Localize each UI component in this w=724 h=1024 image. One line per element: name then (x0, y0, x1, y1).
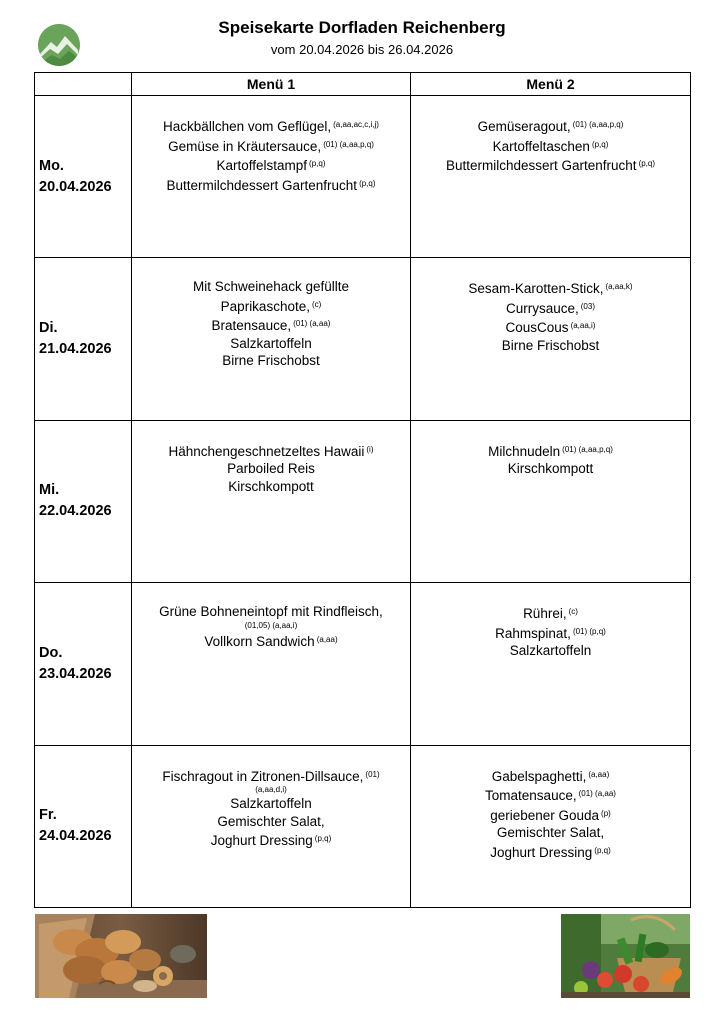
dish-line (411, 623, 690, 643)
dish-name: Parboiled Reis (227, 461, 315, 477)
date-label: 22.04.2026 (39, 503, 112, 520)
menu-table (34, 72, 691, 908)
dish-line (132, 136, 410, 156)
allergen-codes: (i) (366, 444, 374, 454)
allergen-codes: (p,q) (359, 178, 376, 188)
dish-line (411, 805, 690, 825)
dish-name: Gemüse in Kräutersauce, (168, 138, 322, 154)
menu-1-cell (132, 258, 411, 420)
dish-name: Gemüseragout, (477, 119, 571, 134)
dish-name: Kirschkompott (228, 478, 314, 494)
allergen-codes: (p,q) (314, 834, 332, 844)
dish-name: Kirschkompott (507, 461, 594, 477)
dish-name: Paprikaschote, (220, 298, 310, 314)
dish-line (132, 795, 410, 813)
day-cell (35, 745, 132, 907)
weekday-label: Fr. (39, 807, 57, 824)
date-label: 24.04.2026 (39, 828, 112, 845)
dish-line (132, 335, 410, 353)
menu-day-row (35, 96, 691, 258)
column-header-day (35, 73, 132, 96)
allergen-codes: (a,aa,d,i) (255, 785, 287, 795)
allergen-codes: (03) (580, 301, 595, 311)
dish-name: Salzkartoffeln (230, 796, 312, 812)
dish-name: Milchnudeln (488, 443, 561, 459)
dish-name: Joghurt Dressing (490, 844, 593, 860)
allergen-codes: (p,q) (591, 139, 609, 149)
date-label: 23.04.2026 (39, 665, 112, 682)
allergen-codes: (a,aa,ac,c,i,j) (333, 120, 379, 129)
dish-line (411, 317, 690, 337)
allergen-codes: (c) (568, 607, 578, 617)
dish-name: Tomatensauce, (485, 788, 577, 804)
dish-line (411, 603, 690, 623)
dish-line (132, 116, 410, 136)
allergen-codes: (a,aa,i) (570, 321, 596, 331)
dish-name: Gabelspaghetti, (491, 768, 587, 784)
menu-2-cell (411, 745, 691, 907)
dish-line (411, 298, 690, 318)
menu-1-cell (132, 745, 411, 907)
allergen-codes: (01) (365, 769, 380, 779)
dish-name: Kartoffelstampf (216, 158, 308, 173)
allergen-codes: (a,aa) (316, 634, 338, 644)
dish-name: Grüne Bohneneintopf mit Rindfleisch, (159, 604, 383, 620)
dish-name: Fischragout in Zitronen-Dillsauce, (162, 768, 364, 784)
dish-line (132, 175, 410, 195)
dish-name: Sesam-Karotten-Stick, (468, 281, 604, 297)
weekday-label: Di. (39, 320, 58, 337)
allergen-codes: (01) (a,aa) (578, 789, 616, 799)
dish-line (411, 136, 690, 156)
allergen-codes: (p,q) (309, 159, 326, 168)
dish-line (132, 155, 410, 175)
allergen-codes: (p) (601, 808, 611, 818)
dish-name: Birne Frischobst (501, 337, 600, 353)
dish-line (132, 460, 410, 478)
menu-day-row (35, 745, 691, 907)
page-title: Speisekarte Dorfladen Reichenberg (218, 18, 506, 37)
bread-basket-photo (35, 914, 207, 998)
dish-line (132, 813, 410, 831)
allergen-codes: (p,q) (594, 845, 611, 855)
dish-name: Gemischter Salat, (217, 813, 325, 829)
dish-name: Buttermilchdessert Gartenfrucht (166, 177, 358, 193)
menu-2-cell (411, 420, 691, 582)
dish-line (132, 352, 410, 370)
date-label: 20.04.2026 (39, 178, 112, 195)
day-cell (35, 583, 132, 745)
dish-line (411, 116, 690, 136)
dish-name: Joghurt Dressing (210, 833, 313, 849)
dish-name: Hackbällchen vom Geflügel, (163, 119, 332, 134)
dish-line (132, 441, 410, 461)
dish-line (132, 278, 410, 296)
allergen-codes: (a,aa,k) (605, 282, 633, 292)
allergen-codes: (a,aa) (588, 769, 610, 779)
dish-line (411, 824, 690, 842)
weekday-label: Mi. (39, 482, 60, 499)
date-range: vom 20.04.2026 bis 26.04.2026 (270, 42, 454, 57)
menu-2-cell (411, 583, 691, 745)
dish-name: Bratensauce, (211, 318, 292, 334)
dish-name: Currysauce, (505, 300, 579, 316)
dish-line (411, 337, 690, 355)
dish-line (132, 766, 410, 786)
dish-line (411, 642, 690, 660)
allergen-codes: (01) (a,aa,p,q) (572, 120, 624, 129)
day-cell (35, 420, 132, 582)
allergen-codes: (01) (a,aa,p,q) (562, 444, 613, 454)
allergen-codes: (01) (a,aa,p,q) (323, 139, 374, 149)
dish-line (132, 830, 410, 850)
allergen-codes: (p,q) (638, 159, 656, 168)
dish-line (411, 460, 690, 478)
dish-line (411, 785, 690, 805)
dish-line (411, 278, 690, 298)
menu-day-row (35, 583, 691, 745)
weekday-label: Do. (39, 644, 63, 661)
allergen-codes: (c) (311, 299, 322, 309)
dish-line (411, 441, 690, 461)
column-header-menu-1: Menü 1 (132, 73, 411, 96)
dish-line (132, 603, 410, 621)
dish-line (132, 631, 410, 651)
dish-name: Gemischter Salat, (496, 825, 605, 841)
dish-line (411, 155, 690, 175)
menu-2-cell (411, 96, 691, 258)
weekday-label: Mo. (39, 157, 64, 174)
allergen-codes: (01) (p,q) (572, 626, 606, 636)
dish-name: Hähnchengeschnetzeltes Hawaii (168, 443, 365, 459)
table-header-row (35, 73, 691, 96)
day-cell (35, 96, 132, 258)
vegetable-basket-photo (561, 914, 690, 998)
dish-name: Mit Schweinehack gefüllte (192, 279, 350, 295)
menu-1-cell (132, 420, 411, 582)
menu-day-row (35, 258, 691, 420)
dish-name: Salzkartoffeln (230, 335, 312, 351)
menu-2-cell (411, 258, 691, 420)
menu-1-cell (132, 96, 411, 258)
allergen-codes: (01) (a,aa) (293, 319, 331, 329)
dish-name: Salzkartoffeln (509, 643, 592, 659)
day-cell (35, 258, 132, 420)
menu-1-cell (132, 583, 411, 745)
dish-line (132, 315, 410, 335)
dish-line (411, 766, 690, 786)
dish-name: Rahmspinat, (495, 625, 571, 641)
column-header-menu-2: Menü 2 (411, 73, 691, 96)
dish-name: Kartoffeltaschen (492, 138, 590, 154)
dish-name: CousCous (505, 320, 569, 336)
dish-name: Birne Frischobst (222, 353, 320, 369)
dish-name: Vollkorn Sandwich (204, 633, 315, 649)
dish-line (411, 842, 690, 862)
date-label: 21.04.2026 (39, 341, 112, 358)
dish-line (132, 296, 410, 316)
menu-day-row (35, 420, 691, 582)
dish-line (132, 478, 410, 496)
dish-name: Buttermilchdessert Gartenfrucht (445, 158, 637, 173)
dish-name: Rührei, (523, 606, 567, 622)
allergen-codes: (01,05) (a,aa,i) (244, 620, 298, 630)
dish-name: geriebener Gouda (490, 807, 600, 823)
